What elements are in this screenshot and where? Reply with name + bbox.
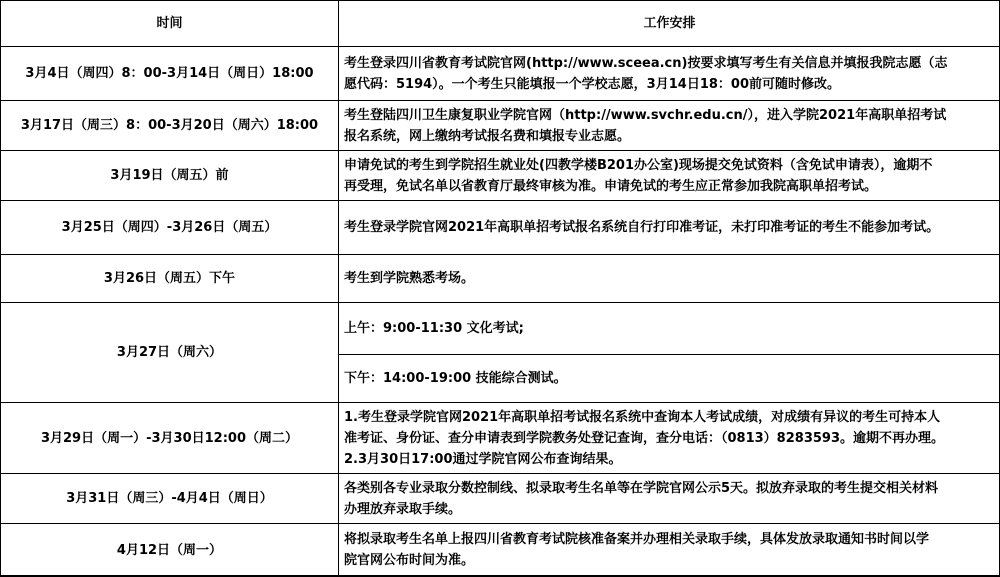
task-line: 将拟录取考生名单上报四川省教育考试院核准备案并办理相关录取手续，具体发放录取通知书时间以学 — [344, 529, 994, 550]
time-cell: 3月26日（周五）下午 — [1, 255, 339, 303]
task-line: 愿代码：5194）。一个考生只能填报一个学校志愿，3月14日18：00前可随时修改。 — [344, 74, 994, 95]
time-cell: 3月4日（周四）8：00-3月14日（周日）18:00 — [1, 47, 339, 101]
task-line: 考生登录学院官网2021年高职单招考试报名系统自行打印准考证，未打印准考证的考生不能参加考试。 — [344, 217, 994, 238]
task-line: 院官网公布时间为准。 — [344, 550, 994, 571]
task-line: 考生登陆四川卫生康复职业学院官网（http://www.svchr.edu.cn/），进入学院2021年高职单招考试 — [344, 105, 994, 126]
task-line: 报名系统，网上缴纳考试报名费和填报专业志愿。 — [344, 126, 994, 147]
task-line: 办理放弃录取手续。 — [344, 499, 994, 520]
header-task: 工作安排 — [339, 1, 1000, 47]
time-cell: 3月29日（周一）-3月30日12:00（周二） — [1, 403, 339, 474]
task-line: 申请免试的考生到学院招生就业处(四教学楼B201办公室)现场提交免试资料（含免试申请表），逾期不 — [344, 155, 994, 176]
task-line: 准考证、身份证、查分申请表到学院教务处登记查询，查分电话：（0813）8283593。逾期不再办理。 — [344, 428, 994, 449]
task-line: 考生到学院熟悉考场。 — [344, 268, 994, 289]
task-line: 再受理，免试名单以省教育厅最终审核为准。申请免试的考生应正常参加我院高职单招考试。 — [344, 176, 994, 197]
time-cell: 4月12日（周一） — [1, 524, 339, 577]
time-cell: 3月19日（周五）前 — [1, 151, 339, 201]
time-cell: 3月25日（周四）-3月26日（周五） — [1, 201, 339, 255]
task-line: 2.3月30日17:00通过学院官网公布查询结果。 — [344, 449, 994, 470]
time-cell: 3月17日（周三）8：00-3月20日（周六）18:00 — [1, 101, 339, 151]
time-cell: 3月31日（周三）-4月4日（周日） — [1, 474, 339, 524]
time-cell: 3月27日（周六） — [1, 303, 339, 403]
header-time: 时间 — [1, 1, 339, 47]
task-line: 下午：14:00-19:00 技能综合测试。 — [344, 368, 994, 389]
task-line: 各类别各专业录取分数控制线、拟录取考生名单等在学院官网公示5天。拟放弃录取的考生提交相关材料 — [344, 478, 994, 499]
task-line: 1.考生登录学院官网2021年高职单招考试报名系统中查询本人考试成绩，对成绩有异议的考生可持本人 — [344, 407, 994, 428]
task-line: 上午：9:00-11:30 文化考试; — [344, 318, 994, 339]
task-line: 考生登录四川省教育考试院官网(http://www.sceea.cn)按要求填写考生有关信息并填报我院志愿（志 — [344, 53, 994, 74]
